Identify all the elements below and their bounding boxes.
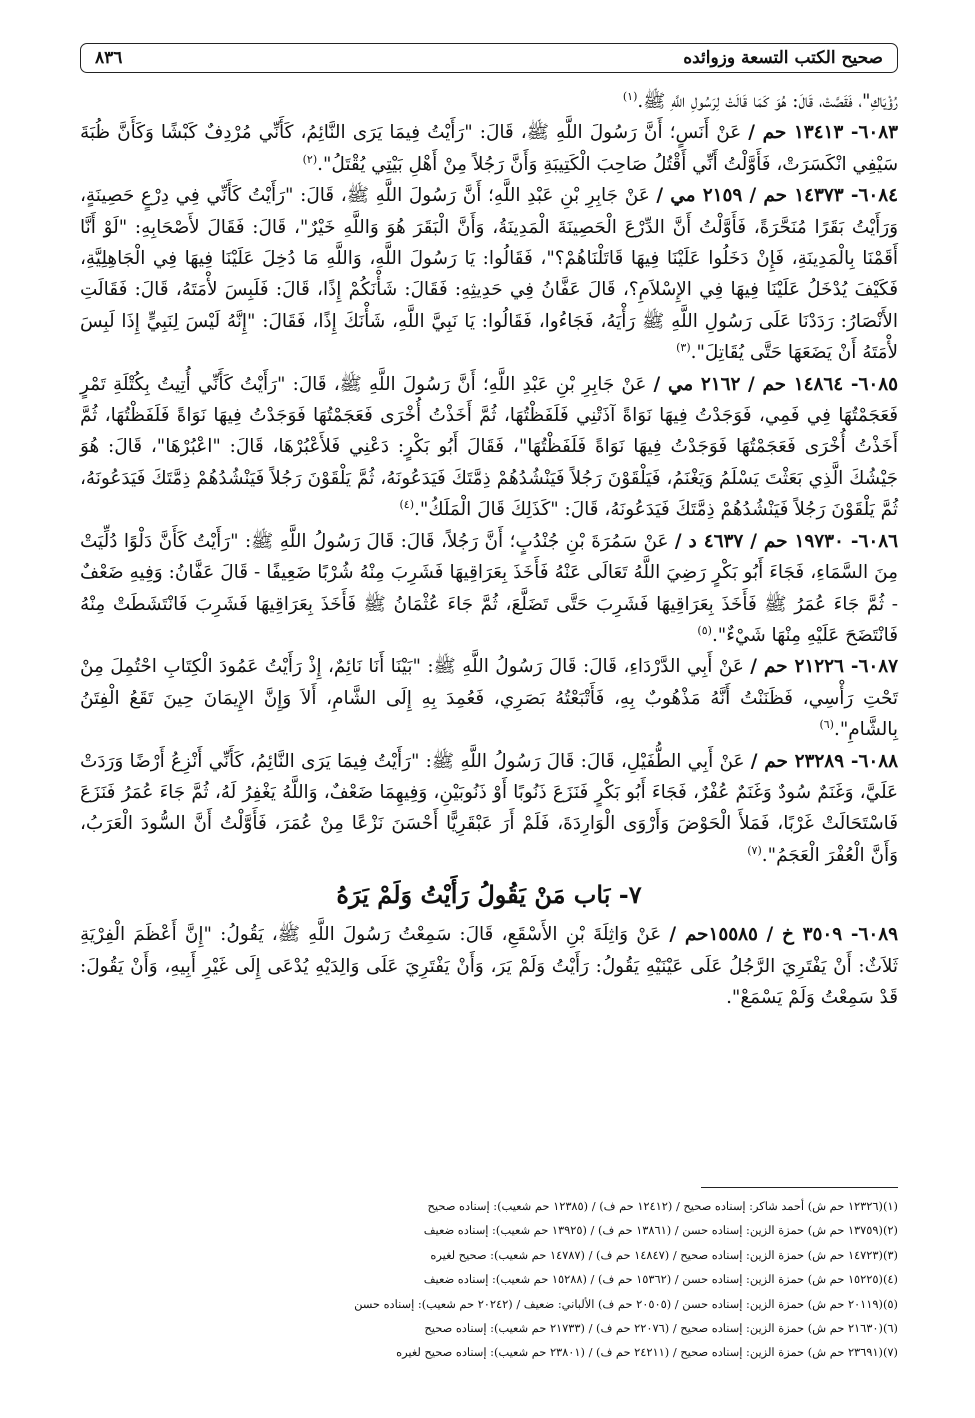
footnote: (٥)(٢٠١١٩ حم ش) حمزة الزين: إسناده حسن / (٢٠٥٠٥ حم ف) الألباني: ضعيف / (٢٠٢٤٢ حم شعيب): إسناده حسن — [354, 1296, 898, 1311]
hadith-paragraph — [80, 526, 898, 652]
hadith-paragraph — [80, 117, 898, 180]
footnote: (٣)(١٤٧٢٣ حم ش) حمزة الزين: إسناده صحيح / (١٤٨٤٧ حم ف) / (١٤٧٨٧ حم شعيب): صحيح لغيره — [430, 1247, 898, 1262]
page-number: ٨٣٦ — [95, 48, 123, 68]
footnotes — [80, 1194, 898, 1365]
hadith-number: ٦٠٨٧- ٢١٢٢٦ حم / — [750, 656, 898, 678]
hadith-number: ٦٠٨٦- ١٩٧٣٠ حم / ٤٦٣٧ د / — [674, 530, 898, 552]
hadith-number: ٦٠٨٩- ٣٥٠٩ خ / ١٥٥٨٥حم / — [669, 924, 898, 946]
footnote-ref: (٦) — [819, 718, 834, 731]
hadith-number: ٦٠٨٨- ٢٣٢٨٩ حم / — [750, 750, 898, 772]
footnote-separator — [701, 1187, 898, 1188]
hadith-text: عَنْ جَابِرِ بْنِ عَبْدِ اللَّهِ؛ أَنَّ رَسُولَ اللَّهِ ﷺ، قَالَ: "رَأَيْتُ كَأَنِّي فِي دِرْعٍ حَصِينَةٍ، وَرَأَيْتُ بَقَرًا مُنَحَّرَةً، فَأَوَّلْتُ أَنَّ الدِّرْعَ الْحَصِينَةَ الْمَدِينَةُ، وَأَنَّ الْبَقَرَ هُوَ وَاللَّهِ خَيْرٌ"، قَالَ: فَقَالَ لأَصْحَابِهِ: "لَوْ أَنَّا أَقَمْنَا بِالْمَدِينَةِ، فَإِنْ دَخَلُوا عَلَيْنَا فِيهَا قَاتَلْنَاهُمْ؟"، فَقَالُوا: يَا رَسُولَ اللَّهِ، وَاللَّهِ مَا دُخِلَ عَلَيْنَا فِيهَا فِي الْجَاهِلِيَّةِ، فَكَيْفَ يُدْخَلُ عَلَيْنَا فِيهَا فِي الإِسْلاَمِ؟، قَالَ عَفَّانُ فِي حَدِيثِهِ: فَقَالَ: شَأْنَكُمْ إِذًا، قَالَ: فَلَبِسَ لأْمَتَهُ، قَالَ: فَقَالَتِ الأَنْصَارُ: رَدَدْنَا عَلَى رَسُولِ اللَّهِ ﷺ رَأْيَهُ، فَجَاءُوا، فَقَالُوا: يَا نَبِيَّ اللَّهِ، شَأْنَكَ إِذًا، فَقَالَ: "إِنَّهُ لَيْسَ لِنَبِيٍّ إِذَا لَبِسَ لأْمَتَهُ أَنْ يَضَعَهَا حَتَّى يُقَاتِلَ". — [80, 185, 898, 364]
main-text — [80, 86, 898, 1013]
hadith-paragraph — [80, 919, 898, 1013]
footnote-ref: (٧) — [747, 843, 762, 857]
hadith-paragraph — [80, 651, 898, 745]
hadith-number: ٦٠٨٥- ١٤٨٦٤ حم / ٢١٦٢ مي / — [653, 373, 898, 395]
page-header — [80, 43, 898, 73]
hadith-number: ٦٠٨٤- ١٤٣٧٣ حم / ٢١٥٩ مي / — [656, 185, 898, 207]
hadith-text: عَنْ وَاثِلَةَ بْنِ الأَسْقَعِ، قَالَ: سَمِعْتُ رَسُولَ اللَّهِ ﷺ، يَقُولُ: "إِنَّ أَعْظَمَ الْفِرْيَةِ ثَلاَثٌ: أَنْ يَفْتَرِيَ الرَّجُلُ عَلَى عَيْنَيْهِ يَقُولُ: رَأَيْتُ وَلَمْ يَرَ، وَأَنْ يَفْتَرِيَ عَلَى وَالِدَيْهِ يُدْعَى إِلَى غَيْرِ أَبِيهِ، وَأَنْ يَقُولَ: قَدْ سَمِعْتُ وَلَمْ يَسْمَعْ". — [80, 924, 898, 1008]
footnote: (١)(١٢٣٢٦ حم ش) أحمد شاكر: إسناده صحيح / (١٢٤١٢ حم ف) / (١٢٣٨٥ حم شعيب): إسناده صحيح — [427, 1199, 898, 1213]
paragraph — [80, 86, 898, 117]
chapter-heading: ٧- بَاب مَنْ يَقُولُ رَأَيْتُ وَلَمْ يَرَهُ — [336, 880, 642, 910]
hadith-paragraph — [80, 369, 898, 526]
footnote: (٤)(١٥٢٢٥ حم ش) حمزة الزين: إسناده حسن / (١٥٣٦٢ حم ف) / (١٥٢٨٨ حم شعيب): إسناده ضعيف — [423, 1272, 898, 1287]
footnote-ref: (٢) — [302, 152, 318, 166]
hadith-paragraph — [80, 746, 898, 872]
footnote-ref: (٤) — [399, 498, 415, 512]
footnote: (٦)(٢١٦٣٠ حم ش) حمزة الزين: إسناده صحيح / (٢٢٠٧٦ حم ف) / (٢١٧٣٣ حم شعيب): إسناده صحيح — [424, 1321, 898, 1336]
footnote-ref: (١) — [622, 89, 638, 103]
footnote-ref: (٥) — [697, 623, 712, 637]
book-title: صحيح الكتب التسعة وزوائده — [683, 48, 883, 68]
hadith-paragraph — [80, 180, 898, 368]
footnote-ref: (٣) — [676, 341, 691, 355]
footnote: (٢)(١٣٧٥٩ حم ش) حمزة الزين: إسناده حسن / (١٣٨٦١ حم ف) / (١٣٩٢٥ حم شعيب): إسناده ضعيف — [423, 1223, 898, 1238]
hadith-text: عَنْ أَنَسٍ؛ أَنَّ رَسُولَ اللَّهِ ﷺ، قَالَ: "رَأَيْتُ فِيمَا يَرَى النَّائِمُ، كَأَنِّي مُرْدِفٌ كَبْشًا وَكَأَنَّ ظُبَةَ سَيْفِي انْكَسَرَتْ، فَأَوَّلْتُ أَنِّي أَقْتُلُ صَاحِبَ الْكَتِيبَةِ وَأَنَّ رَجُلاً مِنْ أَهْلِ بَيْتِي يُقْتَلُ". — [80, 122, 898, 175]
hadith-text: عَنْ أَبِي الطُّفَيْلِ، قَالَ: قَالَ رَسُولُ اللَّهِ ﷺ: "رَأَيْتُ فِيمَا يَرَى النَّائِمُ، كَأَنِّي أَنْزِعُ أَرْضًا وَرَدَتْ عَلَيَّ، وَغَنَمٌ سُودٌ وَغَنَمٌ عُفْرٌ، فَجَاءَ أَبُو بَكْرٍ فَنَزَعَ ذَنُوبًا أَوْ ذَنُوبَيْنِ، وَفِيهِمَا ضَعْفٌ، وَاللَّهُ يَغْفِرُ لَهُ، ثُمَّ جَاءَ عُمَرُ فَنَزَعَ فَاسْتَحَالَتْ غَرْبًا، فَمَلأَ الْحَوْضَ وَأَرْوَى الْوَارِدَةَ، فَلَمْ أَرَ عَبْقَرِيًّا أَحْسَنَ نَزْعًا مِنْ عُمَرَ، فَأَوَّلْتُ أَنَّ السُّودَ الْعَرَبُ، وَأَنَّ الْعُفْرَ الْعَجَمُ". — [80, 750, 898, 866]
hadith-text: عَنْ سَمُرَةَ بْنِ جُنْدُبٍ؛ أَنَّ رَجُلاً، قَالَ: قَالَ رَسُولُ اللَّهِ ﷺ: "رَأَيْتُ كَأَنَّ دَلْوًا دُلِّيَتْ مِنَ السَّمَاءِ، فَجَاءَ أَبُو بَكْرٍ رَضِيَ اللَّهُ تَعَالَى عَنْهُ فَأَخَذَ بِعَرَاقِيهَا فَشَرِبَ مِنْهُ شُرْبًا ضَعِيفًا - قَالَ عَفَّانُ: وَفِيهِ ضَعْفٌ - ثُمَّ جَاءَ عُمَرُ ﷺ فَأَخَذَ بِعَرَاقِيهَا فَشَرِبَ حَتَّى تَضَلَّعَ، ثُمَّ جَاءَ عُثْمَانُ ﷺ فَأَخَذَ بِعَرَاقِيهَا فَشَرِبَ فَانْتَشَطَتْ مِنْهُ فَانْتَضَحَ عَلَيْهِ مِنْهَا شَيْءٌ". — [80, 530, 898, 646]
hadith-number: ٦٠٨٣- ١٣٤١٣ حم / — [748, 122, 898, 144]
hadith-text: عَنْ جَابِرِ بْنِ عَبْدِ اللَّهِ؛ أَنَّ رَسُولَ اللَّهِ ﷺ، قَالَ: "رَأَيْتُ كَأَنِّي أُتِيتُ بِكُتْلَةِ تَمْرٍ فَعَجَمْتُهَا فِي فَمِي، فَوَجَدْتُ فِيهَا نَوَاةً آذَتْنِي فَلَفَظْتُهَا، ثُمَّ أَخَذْتُ أُخْرَى فَعَجَمْتُهَا فَوَجَدْتُ فِيهَا نَوَاةً فَلَفَظْتُهَا، ثُمَّ أَخَذْتُ أُخْرَى فَعَجَمْتُهَا فَوَجَدْتُ فِيهَا نَوَاةً فَلَفَظْتُهَا"، فَقَالَ أَبُو بَكْرٍ: دَعْنِي فَلأَعْبُرْهَا، قَالَ: "اعْبُرْهَا"، قَالَ: هُوَ جَيْشُكَ الَّذِي بَعَثْتَ يَسْلَمُ وَيَغْنَمُ، فَيَلْقَوْنَ رَجُلاً فَيَنْشُدُهُمْ ذِمَّتَكَ فَيَدَعُونَهُ، ثُمَّ يَلْقَوْنَ رَجُلاً فَيَنْشُدُهُمْ ذِمَّتَكَ فَيَدَعُونَهُ، ثُمَّ يَلْقَوْنَ رَجُلاً فَيَنْشُدُهُمْ ذِمَّتَكَ فَيَدَعُونَهُ، قَالَ: "كَذَلِكَ قَالَ الْمَلَكُ". — [80, 373, 898, 521]
paragraph-text: رُؤْيَاكِ"، فَقَصَّتْ، قَالَ: هُوَ كَمَا قَالَتْ لِرَسُولِ اللَّهِ ﷺ. — [637, 91, 898, 112]
footnote: (٧)(٢٣٦٩١ حم ش) حمزة الزين: إسناده صحيح / (٢٤٢١١ حم ف) / (٢٣٨٠١ حم شعيب): إسناده صحيح لغيره — [396, 1345, 898, 1360]
hadith-text: عَنْ أَبِي الدَّرْدَاءِ، قَالَ: قَالَ رَسُولُ اللَّهِ ﷺ: "بَيْنَا أَنَا نَائِمٌ، إِذْ رَأَيْتُ عَمُودَ الْكِتَابِ احْتُمِلَ مِنْ تَحْتِ رَأْسِي، فَظَنَنْتُ أَنَّهُ مَذْهُوبٌ بِهِ، فَأَتْبَعْتُهُ بَصَرِي، فَعُمِدَ بِهِ إِلَى الشَّامِ، أَلاَ وَإِنَّ الإِيمَانَ حِينَ تَقَعُ الْفِتَنُ بِالشَّامِ". — [80, 656, 898, 741]
